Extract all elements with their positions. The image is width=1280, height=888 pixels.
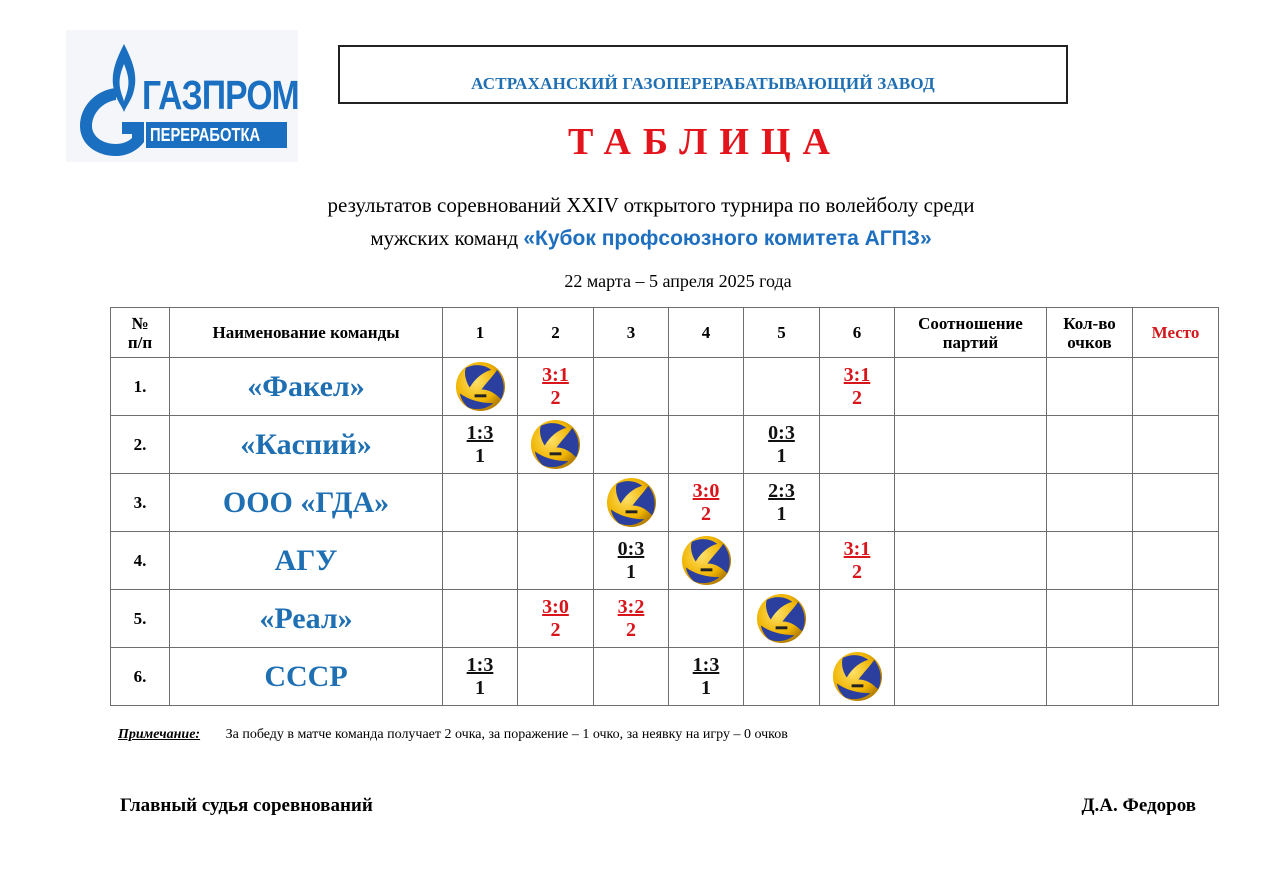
note-text: За победу в матче команда получает 2 очка, за поражение – 1 очко, за неявку на игру – 0 очков xyxy=(225,727,788,742)
loss-result xyxy=(594,538,668,584)
sets-ratio-cell xyxy=(895,358,1047,416)
match-result-cell xyxy=(669,648,744,706)
subtitle-prefix: мужских команд xyxy=(370,226,519,250)
subtitle-line-2 xyxy=(0,226,1280,251)
match-points: 2 xyxy=(852,560,862,583)
subtitle-line-1: результатов соревнований XXIV открытого турнира по волейболу среди xyxy=(327,193,975,217)
volleyball-icon xyxy=(605,476,658,529)
win-result xyxy=(669,480,743,526)
set-score: 1:3 xyxy=(692,653,720,676)
set-score: 3:0 xyxy=(692,479,720,502)
team-name: СССР xyxy=(170,648,443,706)
self-match-cell xyxy=(820,648,895,706)
points-total-cell xyxy=(1047,474,1133,532)
place-cell xyxy=(1133,474,1219,532)
match-result-cell xyxy=(744,416,820,474)
table-row xyxy=(111,648,1219,706)
match-points: 2 xyxy=(550,386,561,409)
table-body xyxy=(111,358,1219,706)
table-row xyxy=(111,474,1219,532)
organization-box xyxy=(338,45,1068,104)
row-number: 6. xyxy=(111,648,170,706)
win-result xyxy=(594,596,668,642)
row-number: 2. xyxy=(111,416,170,474)
match-points: 2 xyxy=(701,502,711,525)
match-points: 1 xyxy=(776,444,787,467)
match-result-cell xyxy=(594,532,669,590)
points-total-cell xyxy=(1047,358,1133,416)
header-num-line2: п/п xyxy=(127,332,153,352)
empty-match-cell xyxy=(820,590,895,648)
match-result-cell xyxy=(820,358,895,416)
team-name: ООО «ГДА» xyxy=(170,474,443,532)
table-row xyxy=(111,358,1219,416)
header-col-6: 6 xyxy=(820,308,895,358)
volleyball-icon xyxy=(680,534,733,587)
header-num xyxy=(111,308,170,358)
loss-result xyxy=(744,480,819,526)
match-result-cell xyxy=(443,416,518,474)
header-sets-ratio xyxy=(895,308,1047,358)
empty-match-cell xyxy=(443,532,518,590)
match-points: 1 xyxy=(475,444,485,467)
sets-ratio-cell xyxy=(895,590,1047,648)
team-name: «Каспий» xyxy=(170,416,443,474)
place-cell xyxy=(1133,416,1219,474)
empty-match-cell xyxy=(594,416,669,474)
match-result-cell xyxy=(518,590,594,648)
set-score: 3:1 xyxy=(843,363,871,386)
set-score: 3:0 xyxy=(542,595,569,618)
header-col-3: 3 xyxy=(594,308,669,358)
note xyxy=(118,727,788,743)
volleyball-icon xyxy=(454,360,507,413)
sets-ratio-cell xyxy=(895,532,1047,590)
table-row xyxy=(111,532,1219,590)
points-total-cell xyxy=(1047,648,1133,706)
self-match-cell xyxy=(744,590,820,648)
set-score: 3:2 xyxy=(617,595,645,618)
win-result xyxy=(820,538,894,584)
win-result xyxy=(820,364,894,410)
set-score: 1:3 xyxy=(466,421,494,444)
table-row xyxy=(111,416,1219,474)
match-points: 1 xyxy=(701,676,711,699)
set-score: 0:3 xyxy=(617,537,645,560)
results-table xyxy=(110,307,1219,706)
header-col-4: 4 xyxy=(669,308,744,358)
empty-match-cell xyxy=(443,590,518,648)
empty-match-cell xyxy=(669,416,744,474)
match-result-cell xyxy=(820,532,895,590)
loss-result xyxy=(443,422,517,468)
empty-match-cell xyxy=(820,474,895,532)
empty-match-cell xyxy=(669,358,744,416)
sets-ratio-cell xyxy=(895,474,1047,532)
header-col-5: 5 xyxy=(744,308,820,358)
match-points: 2 xyxy=(626,618,636,641)
loss-result xyxy=(744,422,819,468)
match-result-cell xyxy=(443,648,518,706)
match-points: 2 xyxy=(550,618,561,641)
place-cell xyxy=(1133,648,1219,706)
set-score: 2:3 xyxy=(768,479,795,502)
empty-match-cell xyxy=(669,590,744,648)
empty-match-cell xyxy=(594,358,669,416)
empty-match-cell xyxy=(518,648,594,706)
document-title: ТАБЛИЦА xyxy=(568,121,842,163)
self-match-cell xyxy=(518,416,594,474)
header-place: Место xyxy=(1133,308,1219,358)
organization-name: АСТРАХАНСКИЙ ГАЗОПЕРЕРАБАТЫВАЮЩИЙ ЗАВОД xyxy=(471,74,935,93)
set-score: 0:3 xyxy=(768,421,795,444)
header-num-line1: № xyxy=(131,313,149,333)
points-total-cell xyxy=(1047,532,1133,590)
chief-judge-name: Д.А. Федоров xyxy=(1081,795,1196,816)
logo-brand-sub-text: ПЕРЕРАБОТКА xyxy=(150,125,261,145)
row-number: 4. xyxy=(111,532,170,590)
tournament-dates: 22 марта – 5 апреля 2025 года xyxy=(564,271,792,291)
table-row xyxy=(111,590,1219,648)
header-points-line2: очков xyxy=(1067,332,1112,352)
empty-match-cell xyxy=(744,648,820,706)
header-sets-ratio-line2: партий xyxy=(942,332,999,352)
team-name: «Реал» xyxy=(170,590,443,648)
match-result-cell xyxy=(744,474,820,532)
chief-judge-title: Главный судья соревнований xyxy=(120,795,373,816)
place-cell xyxy=(1133,358,1219,416)
table-header-row xyxy=(111,308,1219,358)
header-col-1: 1 xyxy=(443,308,518,358)
self-match-cell xyxy=(443,358,518,416)
points-total-cell xyxy=(1047,416,1133,474)
set-score: 3:1 xyxy=(843,537,871,560)
empty-match-cell xyxy=(820,416,895,474)
header-col-2: 2 xyxy=(518,308,594,358)
header-points xyxy=(1047,308,1133,358)
match-result-cell xyxy=(669,474,744,532)
place-cell xyxy=(1133,532,1219,590)
header-team: Наименование команды xyxy=(170,308,443,358)
win-result xyxy=(518,364,593,410)
self-match-cell xyxy=(594,474,669,532)
win-result xyxy=(518,596,593,642)
match-points: 1 xyxy=(626,560,636,583)
empty-match-cell xyxy=(518,474,594,532)
cup-name: «Кубок профсоюзного комитета АГПЗ» xyxy=(523,227,932,250)
self-match-cell xyxy=(669,532,744,590)
loss-result xyxy=(669,654,743,700)
empty-match-cell xyxy=(518,532,594,590)
row-number: 3. xyxy=(111,474,170,532)
logo-brand-name: ГАЗПРОМ xyxy=(142,72,299,118)
empty-match-cell xyxy=(594,648,669,706)
empty-match-cell xyxy=(744,358,820,416)
row-number: 5. xyxy=(111,590,170,648)
header-points-line1: Кол-во xyxy=(1063,313,1116,333)
match-points: 1 xyxy=(776,502,787,525)
volleyball-icon xyxy=(831,650,884,703)
match-points: 2 xyxy=(852,386,862,409)
points-total-cell xyxy=(1047,590,1133,648)
place-cell xyxy=(1133,590,1219,648)
match-result-cell xyxy=(594,590,669,648)
set-score: 1:3 xyxy=(466,653,494,676)
match-points: 1 xyxy=(475,676,485,699)
team-name: АГУ xyxy=(170,532,443,590)
match-result-cell xyxy=(518,358,594,416)
row-number: 1. xyxy=(111,358,170,416)
volleyball-icon xyxy=(529,418,582,471)
sets-ratio-cell xyxy=(895,648,1047,706)
loss-result xyxy=(443,654,517,700)
team-name: «Факел» xyxy=(170,358,443,416)
empty-match-cell xyxy=(443,474,518,532)
empty-match-cell xyxy=(744,532,820,590)
volleyball-icon xyxy=(755,592,808,645)
header-sets-ratio-line1: Соотношение xyxy=(918,313,1023,333)
sets-ratio-cell xyxy=(895,416,1047,474)
note-label: Примечание: xyxy=(118,727,201,742)
set-score: 3:1 xyxy=(542,363,569,386)
